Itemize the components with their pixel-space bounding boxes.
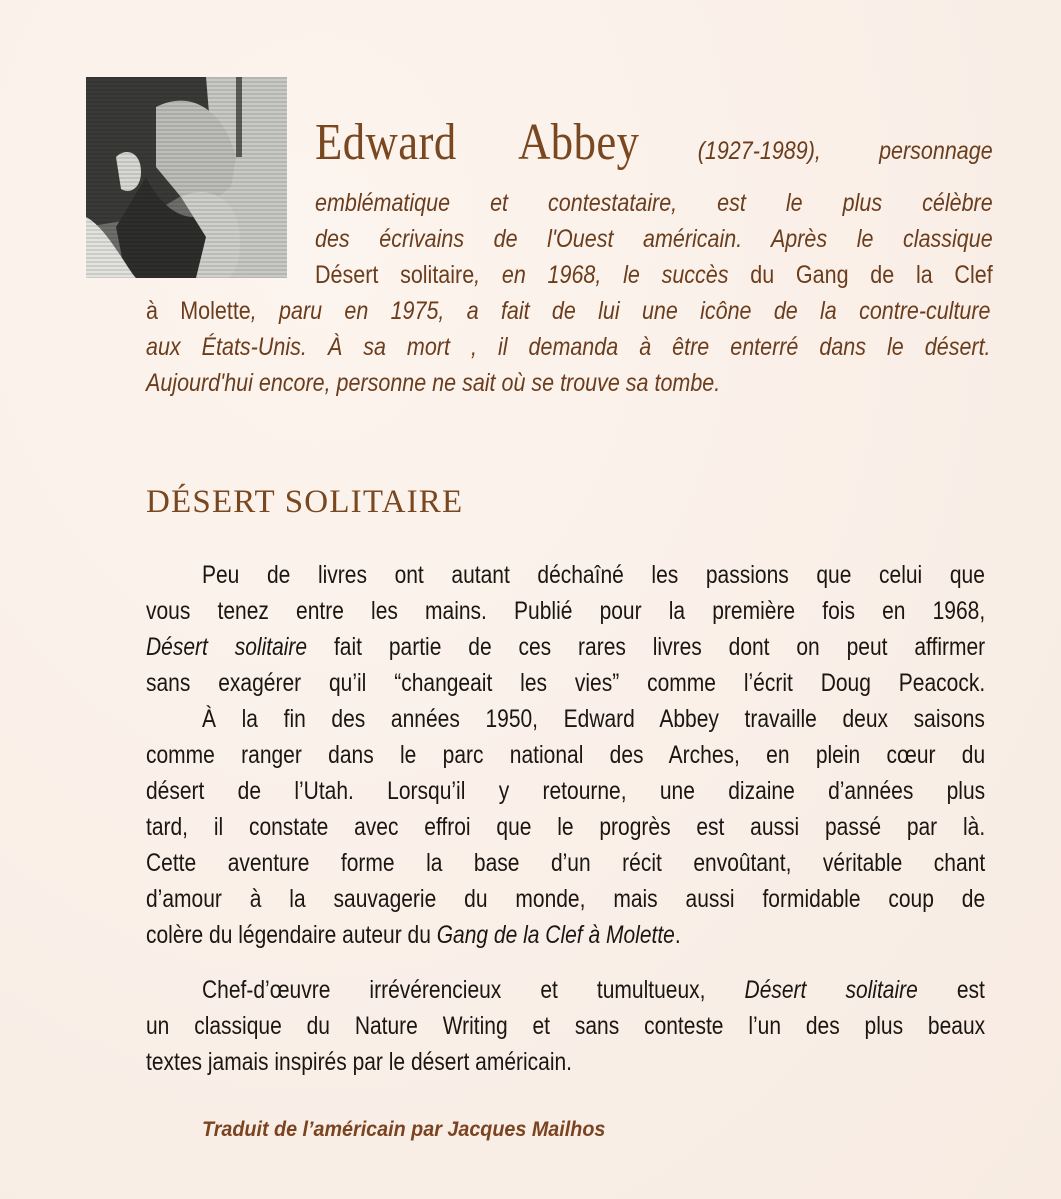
body-text: comme ranger dans le parc national des Arches, en plein cœur du xyxy=(146,741,986,769)
body-line xyxy=(146,1047,572,1077)
body-text: À la fin des années 1950, Edward Abbey travaille deux saisons xyxy=(202,705,985,733)
body-line xyxy=(146,920,681,950)
bio-text: emblématique et contestataire, est le plus célèbre xyxy=(315,189,993,217)
translator-credit: Traduit de l’américain par Jacques Mailhos xyxy=(202,1118,606,1141)
body-text: textes jamais inspirés par le désert américain. xyxy=(146,1048,573,1076)
bio-line-1 xyxy=(315,114,993,171)
body-text: fait partie de ces rares livres dont on peut affirmer xyxy=(307,633,986,661)
bio-text: des écrivains de l'Ouest américain. Après le classique xyxy=(315,225,993,253)
body-line xyxy=(202,704,985,734)
body-text: Peu de livres ont autant déchaîné les passions que celui que xyxy=(202,561,985,589)
bio-text: , paru en 1975, a fait de lui une icône de la contre-culture xyxy=(250,297,991,325)
bio-line-5 xyxy=(146,296,991,326)
book-title-ref: Gang de la Clef à Molette xyxy=(436,921,675,949)
book-title-heading: DÉSERT SOLITAIRE xyxy=(146,484,464,520)
bio-line-3 xyxy=(315,224,993,254)
author-name: Edward Abbey xyxy=(315,114,640,171)
bio-text: Aujourd'hui encore, personne ne sait où se trouve sa tombe. xyxy=(146,369,721,397)
body-text: Chef-d’œuvre irrévérencieux et tumultueux, xyxy=(202,976,745,1004)
bio-line-7 xyxy=(146,368,720,398)
body-line xyxy=(146,740,985,770)
bio-line-4 xyxy=(315,260,993,290)
body-line xyxy=(146,1011,985,1041)
bio-text: , en 1968, le succès xyxy=(474,261,751,289)
body-line xyxy=(146,812,985,842)
body-text: . xyxy=(674,921,681,949)
body-text: d’amour à la sauvagerie du monde, mais aussi formidable coup de xyxy=(146,885,986,913)
body-line xyxy=(146,884,985,914)
book-title-ref: du Gang de la Clef xyxy=(750,261,993,289)
author-photo xyxy=(86,77,287,278)
body-line xyxy=(202,560,985,590)
body-line xyxy=(146,668,985,698)
body-text: colère du légendaire auteur du xyxy=(146,921,437,949)
bio-text: aux États-Unis. À sa mort , il demanda à être enterré dans le désert. xyxy=(146,333,991,361)
book-title-ref: Désert solitaire xyxy=(146,633,308,661)
body-line xyxy=(202,975,985,1005)
body-text: est xyxy=(917,976,985,1004)
book-title-ref: Désert solitaire xyxy=(315,261,475,289)
bio-line-2 xyxy=(315,188,993,218)
bio-line-6 xyxy=(146,332,991,362)
body-text: vous tenez entre les mains. Publié pour la première fois en 1968, xyxy=(146,597,986,625)
book-title-ref: à Molette xyxy=(146,297,251,325)
body-text: Cette aventure forme la base d’un récit envoûtant, véritable chant xyxy=(146,849,986,877)
body-text: tard, il constate avec effroi que le progrès est aussi passé par là. xyxy=(146,813,986,841)
body-line xyxy=(146,848,985,878)
body-line xyxy=(146,776,985,806)
body-text: sans exagérer qu’il “changeait les vies” comme l’écrit Doug Peacock. xyxy=(146,669,986,697)
body-text: un classique du Nature Writing et sans conteste l’un des plus beaux xyxy=(146,1012,986,1040)
body-line xyxy=(146,596,985,626)
body-text: désert de l’Utah. Lorsqu’il y retourne, une dizaine d’années plus xyxy=(146,777,986,805)
bio-text: (1927-1989), personnage xyxy=(697,137,993,165)
body-line xyxy=(146,632,985,662)
book-title-ref: Désert solitaire xyxy=(744,976,918,1004)
